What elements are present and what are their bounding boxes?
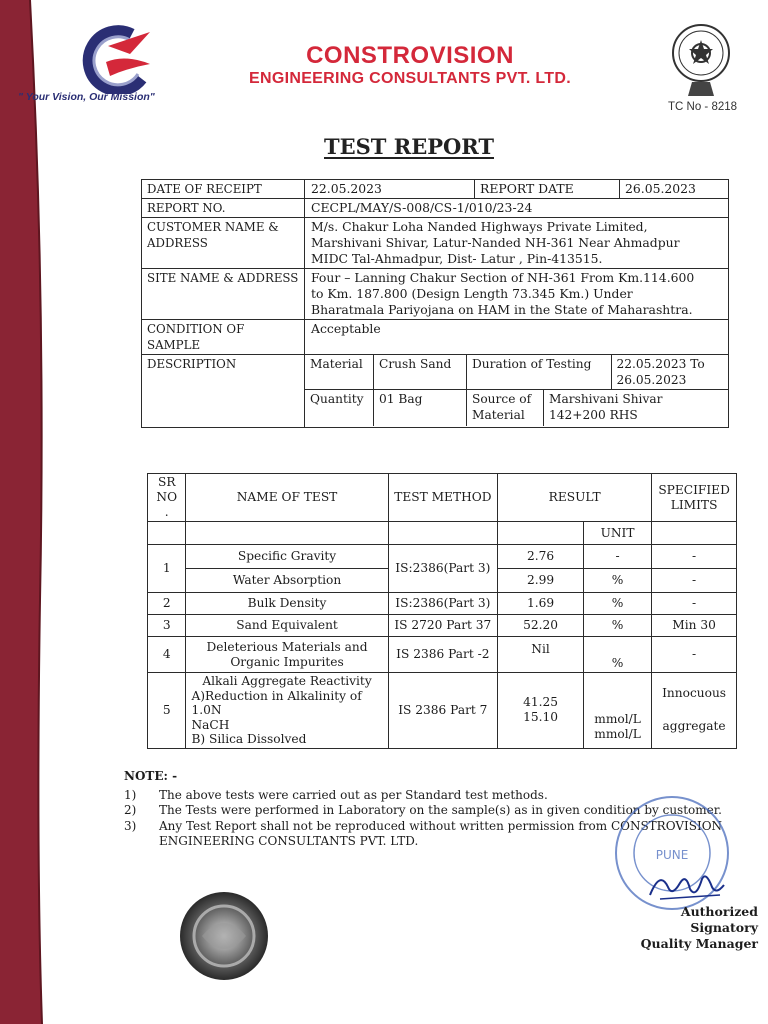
- report-no-row: [142, 199, 729, 218]
- note-number: 1): [124, 787, 137, 802]
- customer-line: MIDC Tal-Ahmadpur, Dist- Latur , Pin-413515.: [311, 251, 603, 266]
- sr-no: 4: [148, 637, 186, 673]
- test-name-line: NaCH: [191, 717, 230, 732]
- duration-start: 22.05.2023 To: [616, 357, 705, 371]
- svg-text:PUNE: PUNE: [655, 848, 689, 862]
- duration-label: Duration of Testing: [467, 355, 612, 390]
- accreditation-seal-icon: [670, 22, 732, 100]
- test-name-line: Organic Impurites: [230, 654, 344, 669]
- description-label: DESCRIPTION: [142, 355, 305, 428]
- quantity-label: Quantity: [305, 390, 374, 427]
- condition-label: CONDITION OF SAMPLE: [142, 320, 305, 355]
- test-name: [186, 637, 388, 673]
- unit: %: [583, 637, 651, 673]
- customer-line: M/s. Chakur Loha Nanded Highways Private Limited,: [311, 219, 648, 234]
- test-name: [186, 673, 388, 749]
- note-text: The above tests were carried out as per Standard test methods.: [159, 787, 548, 802]
- customer-line: Marshivani Shivar, Latur-Nanded NH-361 Near Ahmadpur: [311, 235, 680, 250]
- customer-row: [142, 218, 729, 269]
- slogan: " Your Vision, Our Mission": [18, 91, 155, 103]
- duration-end: 26.05.2023: [616, 373, 687, 387]
- limit: Min 30: [652, 615, 737, 637]
- receipt-row: [142, 180, 729, 199]
- date-of-receipt: 22.05.2023: [305, 180, 475, 199]
- unit: [583, 673, 651, 749]
- result-value: [498, 673, 584, 749]
- signatory-block: [612, 904, 758, 952]
- result-value: Nil: [498, 637, 584, 673]
- site-line: to Km. 187.800 (Design Length 73.345 Km.) Under: [311, 286, 633, 301]
- note-number: 2): [124, 803, 137, 817]
- sr-no: 5: [148, 673, 186, 749]
- customer-address: [305, 218, 729, 269]
- result-value: 2.99: [498, 569, 584, 593]
- unit-b: mmol/L: [594, 726, 641, 741]
- sr-no-header: SR NO .: [148, 474, 186, 522]
- test-name-line: A)Reduction in Alkalinity of 1.0N: [191, 688, 362, 717]
- site-line: Bharatmala Pariyojana on HAM in the State of Maharashtra.: [311, 302, 693, 317]
- note-text: The Tests were performed in Laboratory on the sample(s) as in given condition by customer.: [159, 803, 722, 817]
- limit-a: Innocuous: [662, 686, 727, 701]
- description-cell: [305, 355, 729, 428]
- table-row: [148, 545, 737, 569]
- empty-cell: [498, 522, 584, 545]
- hologram-seal-icon: [178, 890, 270, 982]
- company-name: [220, 42, 600, 88]
- table-row: [148, 637, 737, 673]
- material: Crush Sand: [374, 355, 467, 390]
- company-logo: [70, 24, 160, 94]
- specified-limits-header: SPECIFIED LIMITS: [652, 474, 737, 522]
- company-name-line2: ENGINEERING CONSULTANTS PVT. LTD.: [249, 70, 571, 87]
- unit-header: UNIT: [583, 522, 651, 545]
- report-date-label: REPORT DATE: [475, 180, 620, 199]
- results-header-row: [148, 474, 737, 522]
- result-value-b: 15.10: [523, 710, 558, 725]
- unit: %: [583, 593, 651, 615]
- note-number: 3): [124, 818, 137, 833]
- sr-no: 1: [148, 545, 186, 593]
- quantity: 01 Bag: [374, 390, 467, 427]
- site-row: [142, 269, 729, 320]
- signature-icon: [640, 865, 730, 905]
- unit: %: [583, 569, 651, 593]
- date-of-receipt-label: DATE OF RECEIPT: [142, 180, 305, 199]
- result-value: 52.20: [498, 615, 584, 637]
- test-name-line: B) Silica Dissolved: [191, 732, 307, 746]
- notes-title: NOTE: -: [124, 769, 178, 783]
- test-name: Bulk Density: [186, 593, 388, 615]
- source: Marshivani Shivar 142+200 RHS: [544, 390, 729, 427]
- limit: -: [652, 593, 737, 615]
- empty-cell: [652, 522, 737, 545]
- quantity-row: [305, 390, 728, 427]
- report-date: 26.05.2023: [620, 180, 729, 199]
- test-method: IS:2386(Part 3): [388, 593, 497, 615]
- table-row: [148, 615, 737, 637]
- tc-number: TC No - 8218: [668, 101, 738, 113]
- unit: -: [583, 545, 651, 569]
- table-row: [148, 593, 737, 615]
- test-name-header: NAME OF TEST: [186, 474, 388, 522]
- empty-cell: [388, 522, 497, 545]
- note-text: Any Test Report shall not be reproduced without written permission from CONSTROVISION ENGINEERING CONSULTANTS PVT. LTD.: [159, 818, 723, 848]
- report-info-table: [141, 179, 729, 428]
- site-line: Four – Lanning Chakur Section of NH-361 From Km.114.600: [311, 270, 695, 285]
- customer-label: CUSTOMER NAME & ADDRESS: [142, 218, 305, 269]
- limit: -: [652, 545, 737, 569]
- test-method: IS 2386 Part -2: [388, 637, 497, 673]
- unit-a: mmol/L: [594, 711, 641, 726]
- material-label: Material: [305, 355, 374, 390]
- unit-header-row: [148, 522, 737, 545]
- site-label: SITE NAME & ADDRESS: [142, 269, 305, 320]
- signatory-title: Authorized Signatory: [680, 904, 758, 935]
- result-header: RESULT: [498, 474, 652, 522]
- condition-row: [142, 320, 729, 355]
- result-value-a: 41.25: [523, 695, 558, 710]
- description-row: [142, 355, 729, 428]
- table-row: [148, 673, 737, 749]
- test-name: Specific Gravity: [186, 545, 388, 569]
- result-value: 1.69: [498, 593, 584, 615]
- condition: Acceptable: [305, 320, 729, 355]
- sr-no: 3: [148, 615, 186, 637]
- page-title: TEST REPORT: [324, 134, 494, 159]
- report-no-label: REPORT NO.: [142, 199, 305, 218]
- empty-cell: [186, 522, 388, 545]
- test-name-line: Alkali Aggregate Reactivity: [202, 674, 372, 688]
- limit: [652, 673, 737, 749]
- result-value: 2.76: [498, 545, 584, 569]
- signatory-role: Quality Manager: [640, 936, 758, 951]
- sidebar-stripe: [0, 0, 52, 1024]
- test-method: IS 2386 Part 7: [388, 673, 497, 749]
- test-method: IS:2386(Part 3): [388, 545, 497, 593]
- test-name: Sand Equivalent: [186, 615, 388, 637]
- description-subtable: [305, 355, 728, 426]
- limit: -: [652, 637, 737, 673]
- test-results-table: [147, 473, 737, 749]
- empty-cell: [148, 522, 186, 545]
- company-name-line1: CONSTROVISION: [306, 42, 514, 69]
- sr-no: 2: [148, 593, 186, 615]
- source-label: Source of Material: [467, 390, 544, 427]
- duration: [611, 355, 728, 390]
- report-no: CECPL/MAY/S-008/CS-1/010/23-24: [305, 199, 729, 218]
- site-address: [305, 269, 729, 320]
- material-row: [305, 355, 728, 390]
- limit: -: [652, 569, 737, 593]
- test-method-header: TEST METHOD: [388, 474, 497, 522]
- limit-b: aggregate: [662, 719, 726, 734]
- test-name-line: Deleterious Materials and: [206, 639, 368, 654]
- test-name: Water Absorption: [186, 569, 388, 593]
- unit: %: [583, 615, 651, 637]
- test-method: IS 2720 Part 37: [388, 615, 497, 637]
